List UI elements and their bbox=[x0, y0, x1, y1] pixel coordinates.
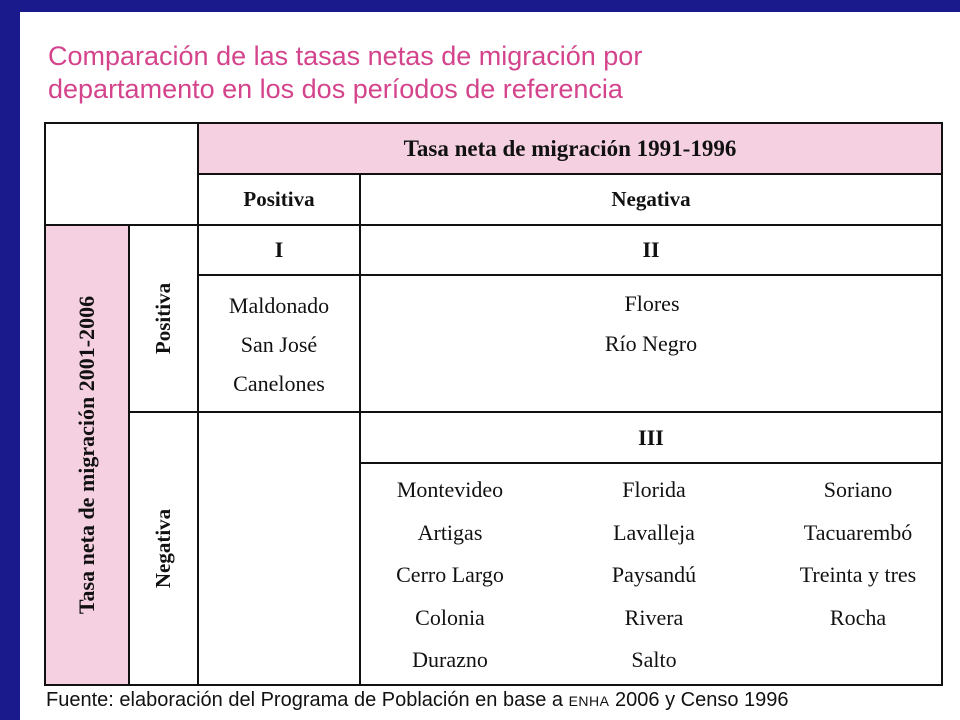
table-rule bbox=[198, 274, 943, 276]
list-item: Río Negro bbox=[604, 331, 698, 356]
col-negative-header: Negativa bbox=[611, 187, 691, 211]
table-rule bbox=[128, 224, 130, 686]
list-item: Rocha bbox=[829, 604, 887, 630]
row-positive-header: Positiva bbox=[151, 282, 176, 355]
list-item: Rivera bbox=[624, 604, 684, 630]
table-rule bbox=[45, 224, 943, 226]
table-border-bottom bbox=[45, 684, 943, 686]
title-line-1: Comparación de las tasas netas de migración por bbox=[48, 41, 643, 71]
table-rule bbox=[197, 122, 199, 686]
source-suffix: 2006 y Censo 1996 bbox=[609, 689, 789, 711]
group-i-label: I bbox=[274, 237, 284, 262]
list-item: Maldonado bbox=[228, 293, 330, 318]
list-item: Lavalleja bbox=[613, 519, 695, 545]
row-header: Tasa neta de migración 2001-2006 bbox=[74, 295, 99, 615]
table-border-top bbox=[45, 122, 943, 124]
group-iii-column bbox=[360, 469, 540, 682]
list-item: Treinta y tres bbox=[799, 562, 917, 587]
list-item: Durazno bbox=[412, 647, 488, 672]
col-header: Tasa neta de migración 1991-1996 bbox=[403, 135, 737, 161]
list-item: Montevideo bbox=[396, 477, 504, 502]
table-rule bbox=[198, 173, 943, 175]
group-iii-label: III bbox=[638, 424, 664, 450]
table-border-right bbox=[941, 122, 943, 686]
list-item: Paysandú bbox=[611, 562, 697, 587]
list-item: Soriano bbox=[823, 477, 893, 502]
table-rule bbox=[129, 411, 943, 413]
table-border-left bbox=[44, 122, 46, 686]
title-line-2: departamento en los dos períodos de referencia bbox=[48, 74, 623, 104]
source-prefix: Fuente: elaboración del Programa de Población en base a bbox=[46, 689, 569, 711]
col-positive-header: Positiva bbox=[243, 187, 315, 211]
table-rule bbox=[359, 173, 361, 413]
list-item: Tacuarembó bbox=[803, 519, 913, 545]
list-item: Cerro Largo bbox=[396, 562, 504, 587]
list-item: Canelones bbox=[233, 371, 325, 396]
list-item: Flores bbox=[624, 291, 680, 316]
group-ii-label: II bbox=[642, 237, 660, 262]
source-smallcaps: ENHA bbox=[568, 693, 610, 709]
table-rule bbox=[360, 462, 943, 464]
row-negative-header: Negativa bbox=[151, 508, 176, 589]
source-note bbox=[46, 689, 946, 712]
group-ii-list bbox=[360, 284, 942, 364]
group-iii-grid bbox=[360, 469, 942, 682]
list-item: Salto bbox=[631, 647, 677, 672]
group-iii-column bbox=[768, 469, 948, 639]
group-iii-column bbox=[564, 469, 744, 682]
list-item: Florida bbox=[622, 477, 686, 502]
list-item: San José bbox=[240, 332, 318, 357]
list-item: Artigas bbox=[417, 519, 483, 545]
list-item: Colonia bbox=[415, 604, 485, 630]
table-rule bbox=[359, 411, 361, 686]
group-i-list bbox=[198, 286, 360, 403]
